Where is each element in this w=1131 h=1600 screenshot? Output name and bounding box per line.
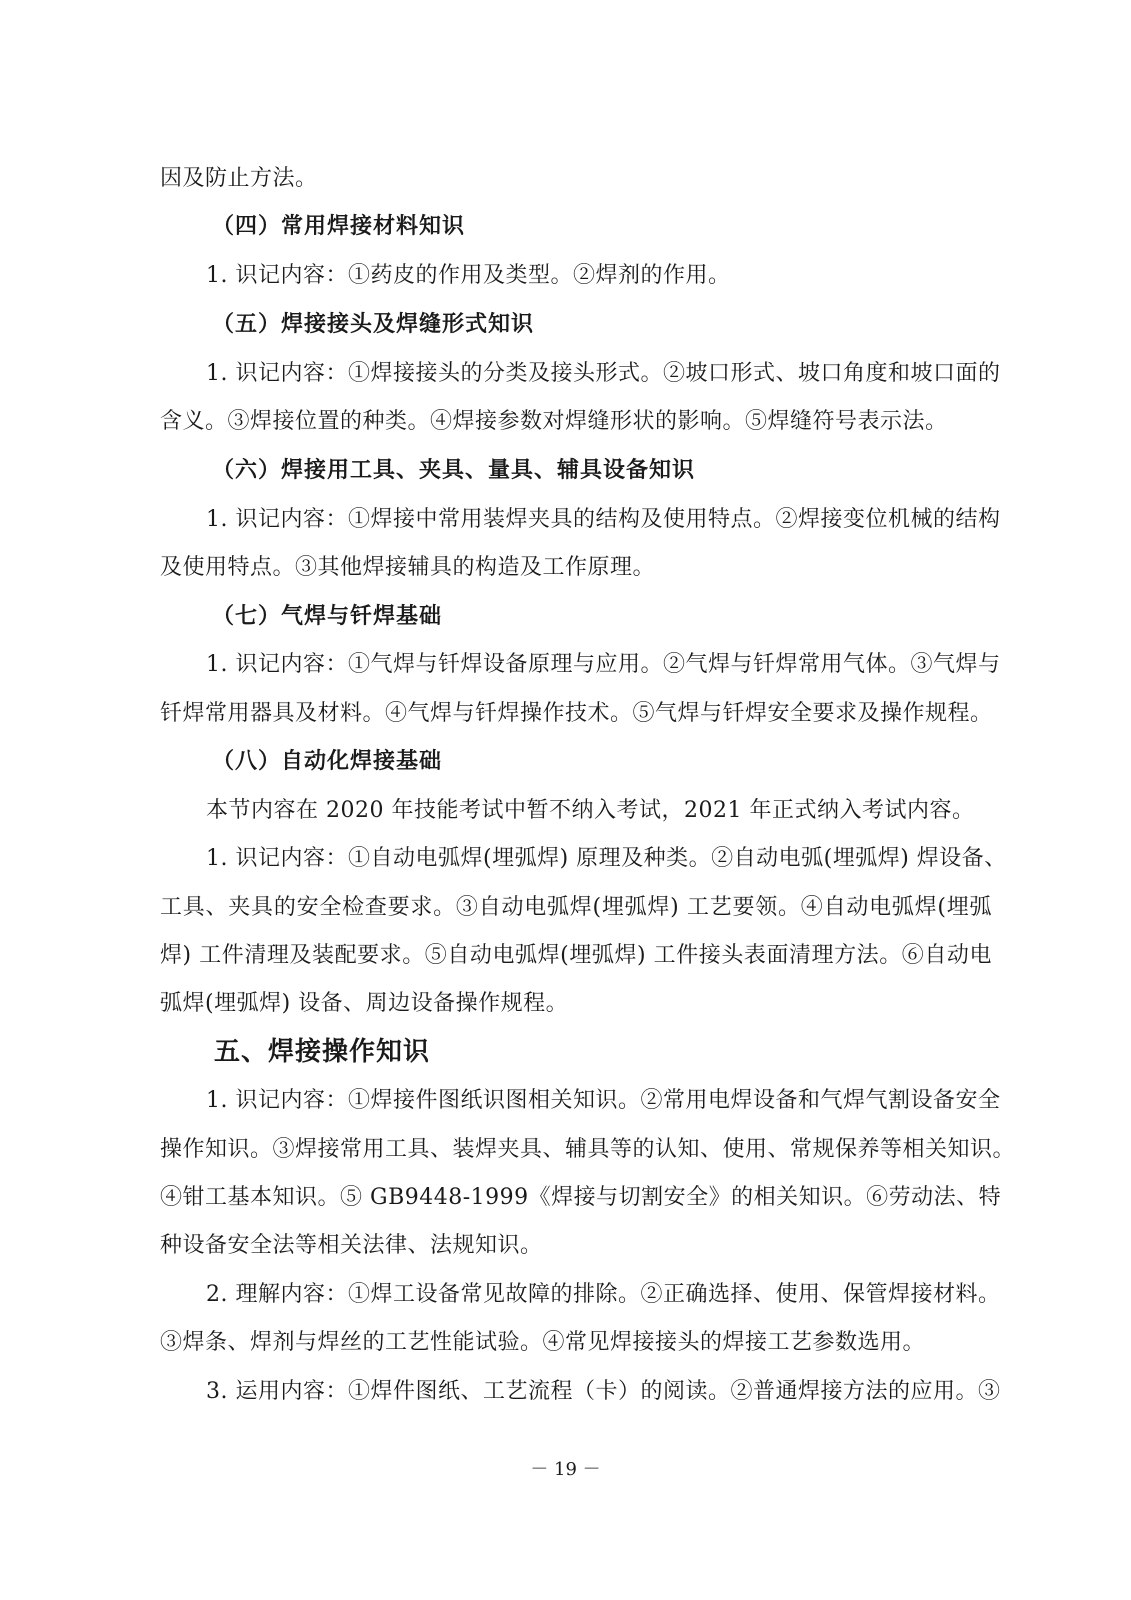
paragraph-4-1: 1. 识记内容：①药皮的作用及类型。②焊剂的作用。 bbox=[206, 263, 731, 288]
section5-item1-line-1: 1. 识记内容：①焊接件图纸识图相关知识。②常用电焊设备和气焊气割设备安全 bbox=[206, 1088, 1001, 1113]
section5-item1-line-3: ④钳工基本知识。⑤ GB9448-1999《焊接与切割安全》的相关知识。⑥劳动法、特 bbox=[160, 1185, 1002, 1210]
paragraph-5-1-line-1: 1. 识记内容：①焊接接头的分类及接头形式。②坡口形式、坡口角度和坡口面的 bbox=[206, 361, 1001, 386]
section-heading-5-welding-operation: 五、焊接操作知识 bbox=[214, 1037, 431, 1067]
paragraph-8-1-line-1: 1. 识记内容：①自动电弧焊(埋弧焊) 原理及种类。②自动电弧(埋弧焊) 焊设备、 bbox=[206, 846, 1007, 871]
page-number: － 19 － bbox=[530, 1459, 601, 1480]
paragraph-7-1-line-1: 1. 识记内容：①气焊与钎焊设备原理与应用。②气焊与钎焊常用气体。③气焊与 bbox=[206, 652, 1001, 677]
paragraph-7-1-line-2: 钎焊常用器具及材料。④气焊与钎焊操作技术。⑤气焊与钎焊安全要求及操作规程。 bbox=[160, 701, 993, 726]
paragraph-8-1-line-2: 工具、夹具的安全检查要求。③自动电弧焊(埋弧焊) 工艺要领。④自动电弧焊(埋弧 bbox=[160, 895, 992, 920]
paragraph-8-note: 本节内容在 2020 年技能考试中暂不纳入考试，2021 年正式纳入考试内容。 bbox=[206, 798, 975, 823]
paragraph-continuation: 因及防止方法。 bbox=[160, 166, 318, 191]
paragraph-6-1-line-2: 及使用特点。③其他焊接辅具的构造及工作原理。 bbox=[160, 555, 656, 580]
section5-item1-line-4: 种设备安全法等相关法律、法规知识。 bbox=[160, 1233, 543, 1258]
section5-item3-line-1: 3. 运用内容：①焊件图纸、工艺流程（卡）的阅读。②普通焊接方法的应用。③ bbox=[206, 1379, 1001, 1404]
paragraph-8-1-line-3: 焊) 工件清理及装配要求。⑤自动电弧焊(埋弧焊) 工件接头表面清理方法。⑥自动电 bbox=[160, 943, 992, 968]
paragraph-8-1-line-4: 弧焊(埋弧焊) 设备、周边设备操作规程。 bbox=[160, 991, 569, 1016]
subheading-7-gas-and-brazing: （七）气焊与钎焊基础 bbox=[212, 604, 443, 629]
subheading-6-tools-fixtures: （六）焊接用工具、夹具、量具、辅具设备知识 bbox=[212, 458, 696, 483]
section5-item2-line-2: ③焊条、焊剂与焊丝的工艺性能试验。④常见焊接接头的焊接工艺参数选用。 bbox=[160, 1330, 926, 1355]
paragraph-5-1-line-2: 含义。③焊接位置的种类。④焊接参数对焊缝形状的影响。⑤焊缝符号表示法。 bbox=[160, 409, 948, 434]
subheading-8-automated-welding: （八）自动化焊接基础 bbox=[212, 749, 443, 774]
section5-item2-line-1: 2. 理解内容：①焊工设备常见故障的排除。②正确选择、使用、保管焊接材料。 bbox=[206, 1282, 1001, 1307]
subheading-5-joints-and-seams: （五）焊接接头及焊缝形式知识 bbox=[212, 312, 535, 337]
paragraph-6-1-line-1: 1. 识记内容：①焊接中常用装焊夹具的结构及使用特点。②焊接变位机械的结构 bbox=[206, 507, 1001, 532]
subheading-4-welding-materials: （四）常用焊接材料知识 bbox=[212, 214, 466, 239]
section5-item1-line-2: 操作知识。③焊接常用工具、装焊夹具、辅具等的认知、使用、常规保养等相关知识。 bbox=[160, 1137, 1016, 1162]
